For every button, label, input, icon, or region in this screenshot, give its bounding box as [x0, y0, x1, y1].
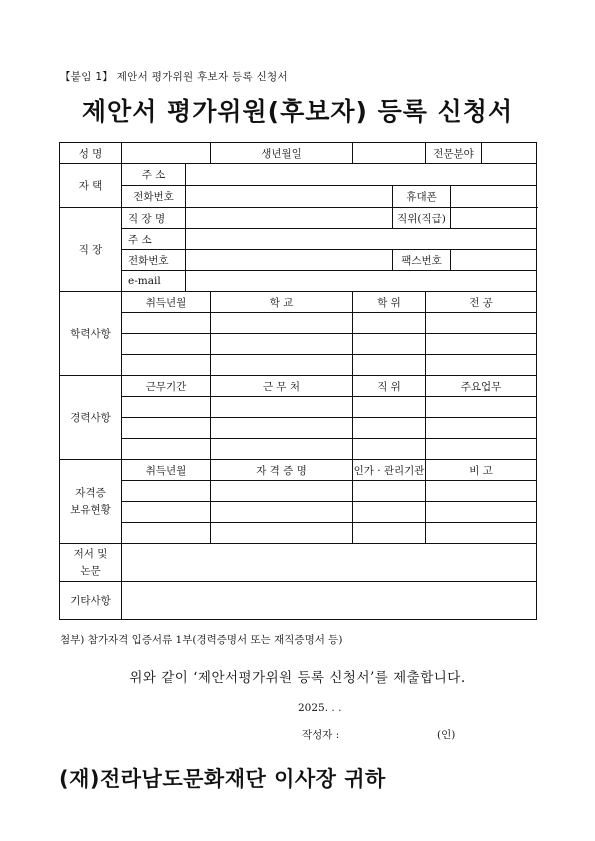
- birth-label: 생년월일: [211, 143, 353, 164]
- education-cell[interactable]: [426, 313, 537, 334]
- career-cell[interactable]: [211, 439, 353, 460]
- papers-label: [60, 544, 122, 582]
- career-header-workplace: 근 무 처: [211, 376, 353, 397]
- education-row: [60, 355, 537, 376]
- work-phone-field[interactable]: [186, 250, 393, 271]
- career-cell[interactable]: [211, 418, 353, 439]
- career-row: [60, 397, 537, 418]
- license-cell[interactable]: [122, 502, 211, 523]
- papers-field[interactable]: [122, 544, 537, 582]
- education-header-major: 전 공: [426, 292, 537, 313]
- license-row: [60, 523, 537, 544]
- license-header-name: 자 격 증 명: [211, 460, 353, 481]
- career-header-duties: 주요업무: [426, 376, 537, 397]
- mobile-field[interactable]: [451, 186, 537, 208]
- education-label: 학력사항: [60, 292, 122, 376]
- career-cell[interactable]: [122, 439, 211, 460]
- education-cell[interactable]: [122, 355, 211, 376]
- home-address-label: 주 소: [122, 164, 186, 186]
- career-cell[interactable]: [353, 418, 426, 439]
- education-cell[interactable]: [122, 313, 211, 334]
- career-cell[interactable]: [211, 397, 353, 418]
- career-row: [60, 439, 537, 460]
- fax-field[interactable]: [451, 250, 537, 271]
- etc-field[interactable]: [122, 582, 537, 620]
- career-cell[interactable]: [353, 439, 426, 460]
- attachment-note: 첨부) 참가자격 입증서류 1부(경력증명서 또는 재직증명서 등): [60, 634, 343, 646]
- home-label: 자 택: [60, 164, 122, 208]
- home-phone-field[interactable]: [186, 186, 393, 208]
- position-label: 직위(직급): [393, 208, 451, 229]
- seal-mark: (인): [437, 729, 456, 741]
- career-label: 경력사항: [60, 376, 122, 460]
- license-header-remarks: 비 고: [426, 460, 537, 481]
- license-cell[interactable]: [122, 523, 211, 544]
- name-field[interactable]: [122, 143, 211, 164]
- education-row: [60, 334, 537, 355]
- career-cell[interactable]: [426, 397, 537, 418]
- license-label-line1: 자격증: [75, 486, 106, 499]
- home-address-field[interactable]: [186, 164, 537, 186]
- license-label-line2: 보유현황: [70, 503, 111, 516]
- license-cell[interactable]: [211, 523, 353, 544]
- application-form-table: [59, 142, 537, 620]
- name-row: [60, 143, 537, 164]
- work-phone-label: 전화번호: [122, 250, 186, 271]
- education-cell[interactable]: [353, 334, 426, 355]
- career-cell[interactable]: [353, 397, 426, 418]
- license-label: [60, 460, 122, 544]
- document-title: 제안서 평가위원(후보자) 등록 신청서: [81, 97, 514, 126]
- field-label: 전문분야: [426, 143, 482, 164]
- fax-label: 팩스번호: [393, 250, 451, 271]
- license-cell[interactable]: [211, 502, 353, 523]
- career-cell[interactable]: [122, 397, 211, 418]
- education-cell[interactable]: [353, 313, 426, 334]
- career-cell[interactable]: [122, 418, 211, 439]
- license-cell[interactable]: [426, 523, 537, 544]
- license-cell[interactable]: [353, 481, 426, 502]
- license-cell[interactable]: [426, 481, 537, 502]
- license-cell[interactable]: [211, 481, 353, 502]
- attachment-label: 【붙임 1】 제안서 평가위원 후보자 등록 신청서: [60, 71, 288, 83]
- field-value[interactable]: [482, 143, 537, 164]
- education-header-degree: 학 위: [353, 292, 426, 313]
- addressee: (재)전라남도문화재단 이사장 귀하: [59, 767, 386, 791]
- education-header-date: 취득년월: [122, 292, 211, 313]
- education-cell[interactable]: [211, 334, 353, 355]
- email-field[interactable]: [186, 271, 537, 292]
- email-label: e-mail: [122, 271, 186, 292]
- license-cell[interactable]: [122, 481, 211, 502]
- career-header-position: 직 위: [353, 376, 426, 397]
- education-cell[interactable]: [353, 355, 426, 376]
- education-cell[interactable]: [426, 334, 537, 355]
- education-cell[interactable]: [426, 355, 537, 376]
- license-header-date: 취득년월: [122, 460, 211, 481]
- name-label: 성 명: [60, 143, 122, 164]
- license-cell[interactable]: [353, 523, 426, 544]
- education-cell[interactable]: [211, 313, 353, 334]
- career-header-period: 근무기간: [122, 376, 211, 397]
- submission-statement: 위와 같이 ‘제안서평가위원 등록 신청서’를 제출합니다.: [129, 670, 466, 686]
- papers-label-line1: 저서 및: [73, 547, 108, 560]
- education-cell[interactable]: [122, 334, 211, 355]
- etc-label: 기타사항: [60, 582, 122, 620]
- license-row: [60, 502, 537, 523]
- career-cell[interactable]: [426, 418, 537, 439]
- position-field[interactable]: [451, 208, 537, 229]
- education-row: [60, 313, 537, 334]
- papers-label-line2: 논문: [80, 564, 101, 577]
- birth-field[interactable]: [353, 143, 426, 164]
- workplace-label: 직 장 명: [122, 208, 186, 229]
- license-cell[interactable]: [426, 502, 537, 523]
- education-header-school: 학 교: [211, 292, 353, 313]
- mobile-label: 휴대폰: [393, 186, 451, 208]
- education-cell[interactable]: [211, 355, 353, 376]
- work-label: 직 장: [60, 208, 122, 292]
- home-phone-label: 전화번호: [122, 186, 186, 208]
- work-address-label: 주 소: [122, 229, 186, 250]
- license-row: [60, 481, 537, 502]
- license-cell[interactable]: [353, 502, 426, 523]
- writer-label: 작성자 :: [302, 729, 340, 741]
- work-address-field[interactable]: [186, 229, 537, 250]
- workplace-field[interactable]: [186, 208, 393, 229]
- career-cell[interactable]: [426, 439, 537, 460]
- date-line: 2025. . .: [298, 702, 342, 714]
- license-header-authority: 인가 · 관리기관: [353, 460, 426, 481]
- career-row: [60, 418, 537, 439]
